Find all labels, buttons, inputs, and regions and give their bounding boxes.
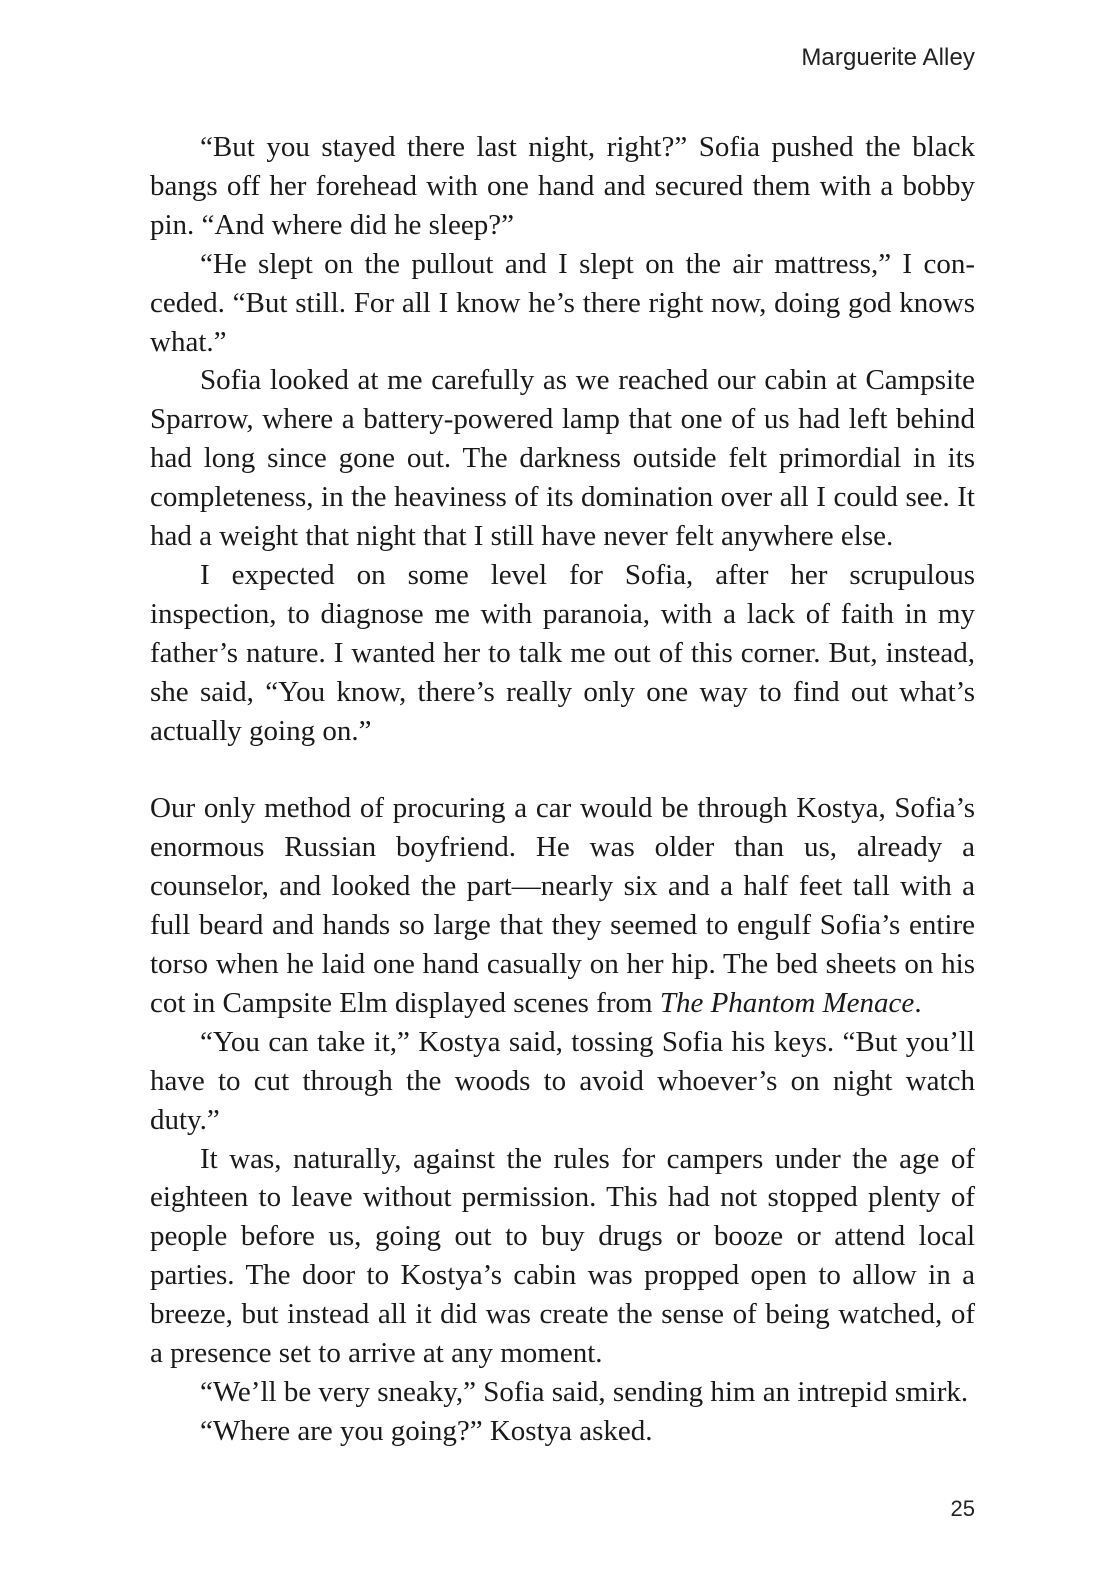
running-head: Marguerite Alley <box>801 44 975 71</box>
film-title: The Phantom Menace <box>659 986 915 1019</box>
section-opening-paragraph <box>150 789 975 1022</box>
paragraph: “But you stayed there last night, right?” Sofia pushed the black bangs off her forehead with one hand and secured them with a bobby pin. “And where did he sleep?” <box>150 131 975 241</box>
paragraph: “Where are you going?” Kostya asked. <box>200 1414 653 1447</box>
page-number: 25 <box>950 1496 975 1521</box>
body-text <box>150 128 975 1451</box>
paragraph: Sofia looked at me carefully as we reached our cabin at Campsite Sparrow, where a battery-powered lamp that one of us had left behind had long since gone out. The darkness outside felt primordial in its completeness, in the heaviness of its domination over all I could see. It had a weight that night that I still have never felt anywhere else. <box>150 364 975 553</box>
paragraph: I expected on some level for Sofia, after her scrupulous inspection, to diagnose me with paranoia, with a lack of faith in my father’s nature. I wanted her to talk me out of this corner. But, instead, she said, “You know, there’s really only one way to find out what’s actually going on.” <box>150 558 975 747</box>
paragraph: “We’ll be very sneaky,” Sofia said, sending him an intrepid smirk. <box>200 1375 969 1408</box>
paragraph-text: . <box>914 986 922 1019</box>
section-break <box>150 751 975 790</box>
paragraph: “He slept on the pullout and I slept on the air mattress,” I conceded. “But still. For all I know he’s there right now, doing god knows what.” <box>150 247 975 358</box>
paragraph: “You can take it,” Kostya said, tossing Sofia his keys. “But you’ll have to cut through the woods to avoid whoever’s on night watch duty.” <box>150 1025 975 1136</box>
paragraph: It was, naturally, against the rules for campers under the age of eighteen to leave without permission. This had not stopped plenty of people before us, going out to buy drugs or booze or attend local parties. The door to Kostya’s cabin was propped open to allow in a breeze, but instead all it did was create the sense of being watched, of a presence set to arrive at any moment. <box>150 1142 975 1370</box>
paragraph-text: Our only method of procuring a car would be through Kostya, Sofia’s enormous Russian boyfriend. He was older than us, already a counselor, and looked the part—nearly six and a half feet tall with a full beard and hands so large that they seemed to engulf Sofia’s entire torso when he laid one hand casually on her hip. The bed sheets on his cot in Campsite Elm displayed scenes from <box>150 792 975 1019</box>
